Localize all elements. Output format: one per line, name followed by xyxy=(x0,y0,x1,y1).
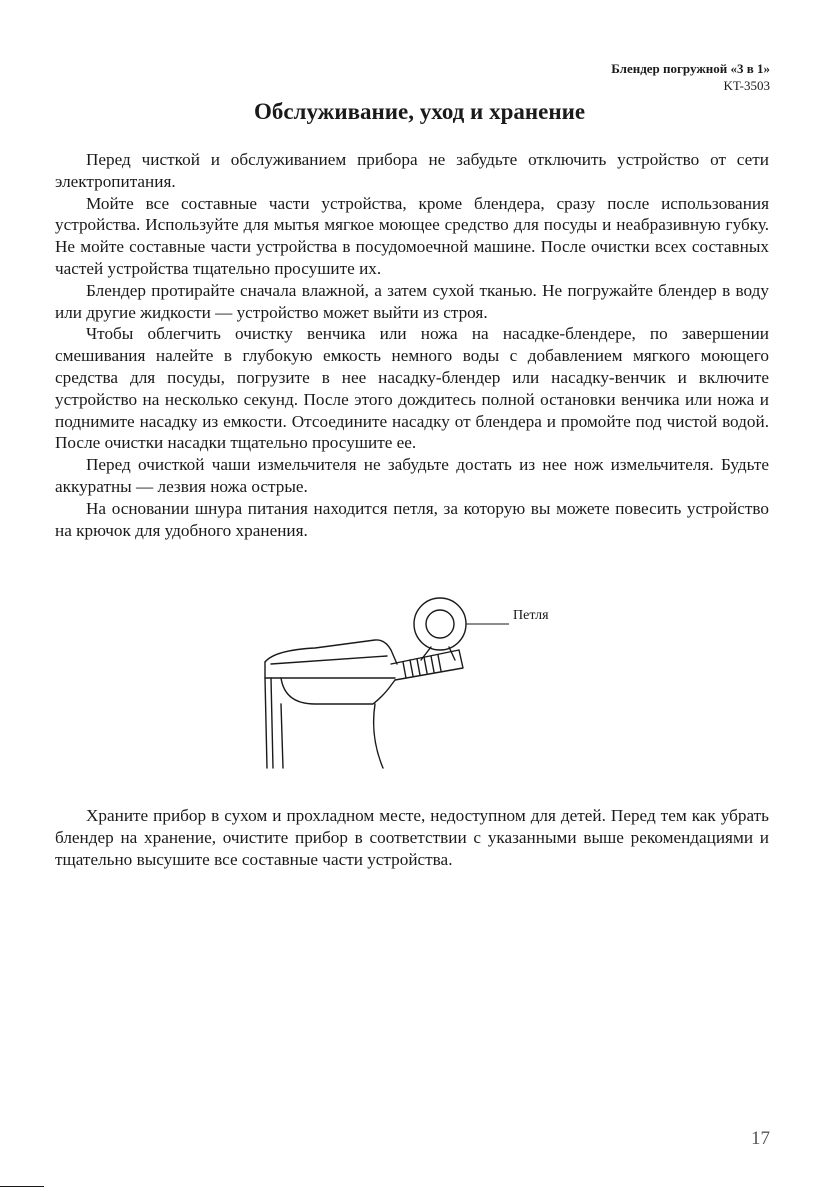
paragraph-chopper-bowl: Перед очисткой чаши измельчителя не забудьте достать из нее нож измельчителя. Будьте аккуратны — лезвия ножа острые. xyxy=(55,455,769,496)
crop-mark xyxy=(0,1186,44,1187)
paragraph-cord-loop: На основании шнура питания находится петля, за которую вы можете повесить устройство на крючок для удобного хранения. xyxy=(55,498,769,540)
paragraph-whisk-cleaning: Чтобы облегчить очистку венчика или ножа на насадке-блендере, по завершении смешивания налейте в глубокую емкость немного воды с добавлением мягкого моющего средства для посуды, погрузите в нее насадку-блендер или насадку-венчик и включите устройство на несколько секунд. После этого дождитесь полной остановки венчика или ножа и поднимите насадку из емкости. Отсоедините насадку от блендера и промойте под чистой водой. После очистки насадки тщательно просушите ее. xyxy=(55,324,769,453)
paragraph-unplug: Перед чисткой и обслуживанием прибора не забудьте отключить устройство от сети электропитания. xyxy=(55,150,769,191)
loop-callout-label: Петля xyxy=(513,608,549,623)
section-title: Обслуживание, уход и хранение xyxy=(253,99,586,124)
loop-ring-inner xyxy=(426,610,454,638)
instructions-text xyxy=(55,149,769,541)
running-header xyxy=(611,60,770,94)
paragraph-blender-wipe: Блендер протирайте сначала влажной, а затем сухой тканью. Не погружайте блендер в воду или другие жидкости — устройство может выйти из строя. xyxy=(55,280,769,322)
page-number: 17 xyxy=(751,1128,770,1149)
header-product-name: Блендер погружной «3 в 1» xyxy=(611,61,770,76)
loop-ring-outer xyxy=(414,598,466,650)
storage-text xyxy=(55,805,769,870)
paragraph-storage: Храните прибор в сухом и прохладном месте, недоступном для детей. Перед тем как убрать блендер на хранение, очистите прибор в соответствии с указанными выше рекомендациями и тщательно высушите все составные части устройства. xyxy=(55,806,769,869)
header-model-number: KT-3503 xyxy=(723,78,770,93)
paragraph-washing: Мойте все составные части устройства, кроме блендера, сразу после использования устройства. Используйте для мытья мягкое моющее средство для посуды и неабразивную губку. Не мойте составные части устройства в посудомоечной машине. После очистки всех составных частей устройства тщательно просушите их. xyxy=(55,193,769,278)
